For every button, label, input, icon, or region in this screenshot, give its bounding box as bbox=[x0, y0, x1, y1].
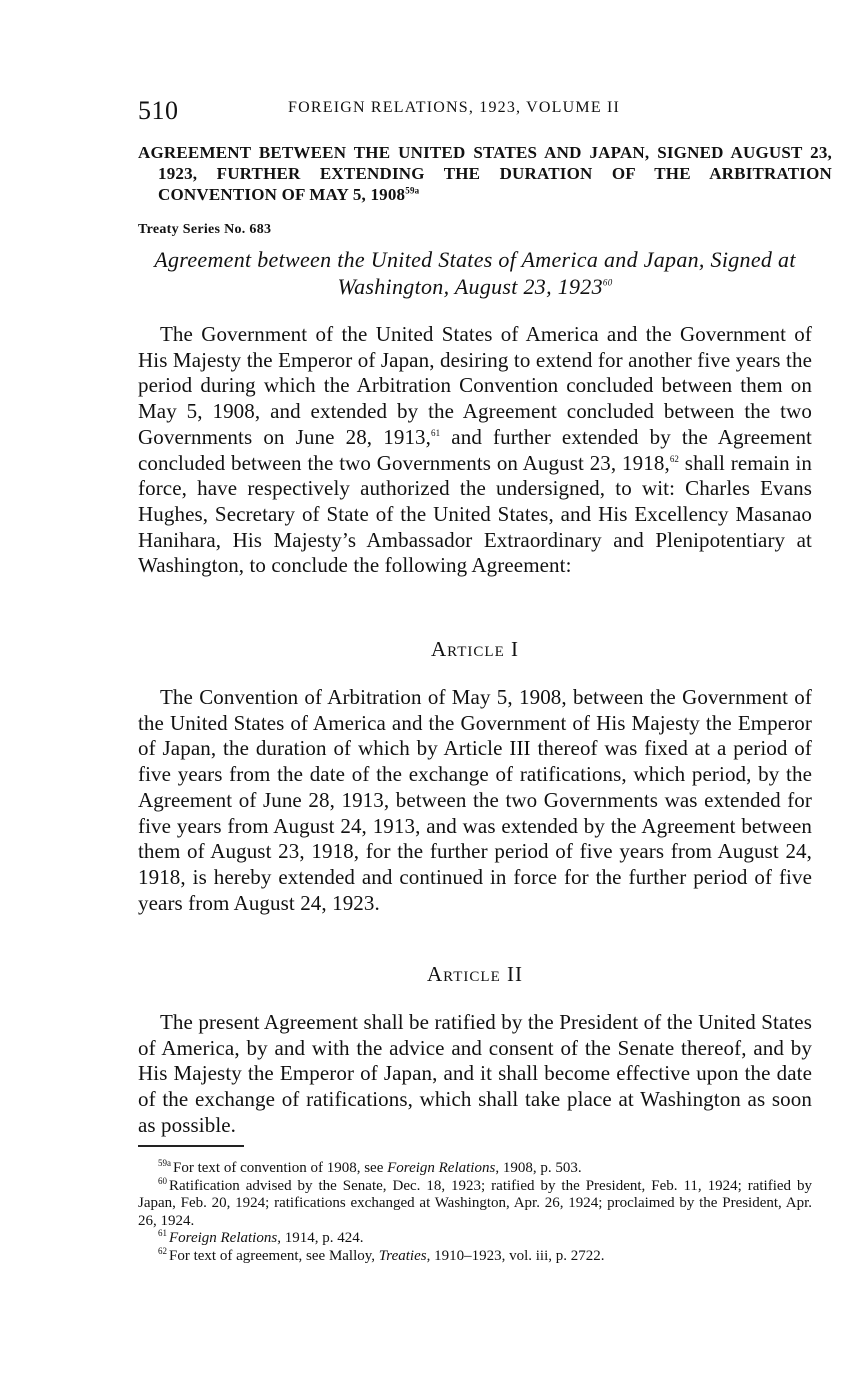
footnote-ref: 62 bbox=[669, 453, 680, 464]
footnote-ref: 60 bbox=[602, 277, 613, 288]
footnote bbox=[138, 1245, 812, 1266]
footnote-italic-text: Treaties bbox=[378, 1247, 427, 1264]
footnote bbox=[138, 1175, 812, 1231]
footnote-text: Ratification advised by the Senate, Dec. 18, 1923; ratified by the President, Feb. 11, 1924; ratified by Japan, Feb. 20, 1924; ratifications exchanged at Washington, Apr. 26, 1924; proclaimed by the President, Apr. 26, 1924. bbox=[138, 1177, 812, 1229]
footnote bbox=[138, 1160, 812, 1178]
paragraph-text: shall remain in force, have respectively authorized the undersigned, to wit: Charles Evans Hughes, Secretary of State of the United States, and His Excellency Masanao Hanihara, His Majesty’s Ambassador Extraordinary and Plenipotentiary at Washington, to conclude the following Agreement: bbox=[138, 450, 812, 578]
article-2-heading: Article II bbox=[427, 962, 523, 986]
footnote-divider bbox=[138, 1145, 244, 1147]
page-header bbox=[138, 96, 812, 124]
footnote-text: For text of agreement, see Malloy, bbox=[169, 1247, 379, 1264]
document-title-text: AGREEMENT BETWEEN THE UNITED STATES AND JAPAN, SIGNED AUGUST 23, 1923, FURTHER EXTENDING THE DURATION OF THE ARBITRATION CONVENTION OF MAY 5, 1908 bbox=[138, 143, 832, 204]
agreement-title-text: Agreement between the United States of America and Japan, Signed at Washington, August 23, 1923 bbox=[154, 247, 796, 299]
agreement-title bbox=[138, 246, 812, 300]
paragraph-text: The Government of the United States of America and the Government of His Majesty the Emperor of Japan, desiring to extend for another five years the period during which the Arbitration Convention concluded between them on May 5, 1908, and extended by the Agreement concluded between the two Governments on June 28, 1913, bbox=[138, 322, 812, 449]
article-2-text: The present Agreement shall be ratified by the President of the United States of America, by and with the advice and consent of the Senate thereof, and by His Majesty the Emperor of Japan, and it shall become effective upon the date of the exchange of ratifications, which shall take place at Washington as soon as possible. bbox=[138, 1010, 812, 1137]
footnote-text: , 1910–1923, vol. iii, p. 2722. bbox=[426, 1247, 605, 1264]
footnote-text: For text of convention of 1908, see bbox=[173, 1160, 388, 1176]
article-1-text: The Convention of Arbitration of May 5, 1908, between the Government of the United States of America and the Government of His Majesty the Emperor of Japan, the duration of which by Article III thereof was fixed at a period of five years from the date of the exchange of ratifications, which period, by the Agreement of June 28, 1913, between the two Governments was extended for five years from August 24, 1913, and was extended by the Agreement between them of August 23, 1918, for the further period of five years from August 24, 1918, is hereby extended and continued in force for the further period of five years from August 24, 1923. bbox=[138, 685, 812, 915]
article-1-heading: Article I bbox=[430, 637, 519, 661]
footnotes bbox=[138, 1160, 812, 1265]
footnote-mark: 61 bbox=[158, 1228, 167, 1238]
running-head: FOREIGN RELATIONS, 1923, VOLUME II bbox=[288, 99, 621, 116]
page-number: 510 bbox=[138, 96, 179, 125]
footnote-text: , 1914, p. 424. bbox=[277, 1230, 364, 1246]
footnote-italic-text: Foreign Relations bbox=[387, 1160, 496, 1176]
document-title bbox=[138, 142, 832, 205]
footnote-italic-text: Foreign Relations bbox=[169, 1230, 278, 1246]
footnote-text: , 1908, p. 503. bbox=[495, 1160, 582, 1176]
footnote-ref: 61 bbox=[431, 427, 441, 438]
footnote-mark: 62 bbox=[158, 1245, 167, 1256]
preamble-paragraph bbox=[138, 322, 812, 579]
footnote bbox=[138, 1230, 812, 1248]
treaty-series-label: Treaty Series No. 683 bbox=[138, 222, 272, 237]
footnote-mark: 60 bbox=[158, 1175, 167, 1186]
paragraph-text: and further extended by the Agreement concluded between the two Governments on August 23, 1918, bbox=[138, 424, 812, 475]
footnote-ref: 59a bbox=[405, 185, 420, 196]
footnote-mark: 59a bbox=[158, 1158, 171, 1168]
